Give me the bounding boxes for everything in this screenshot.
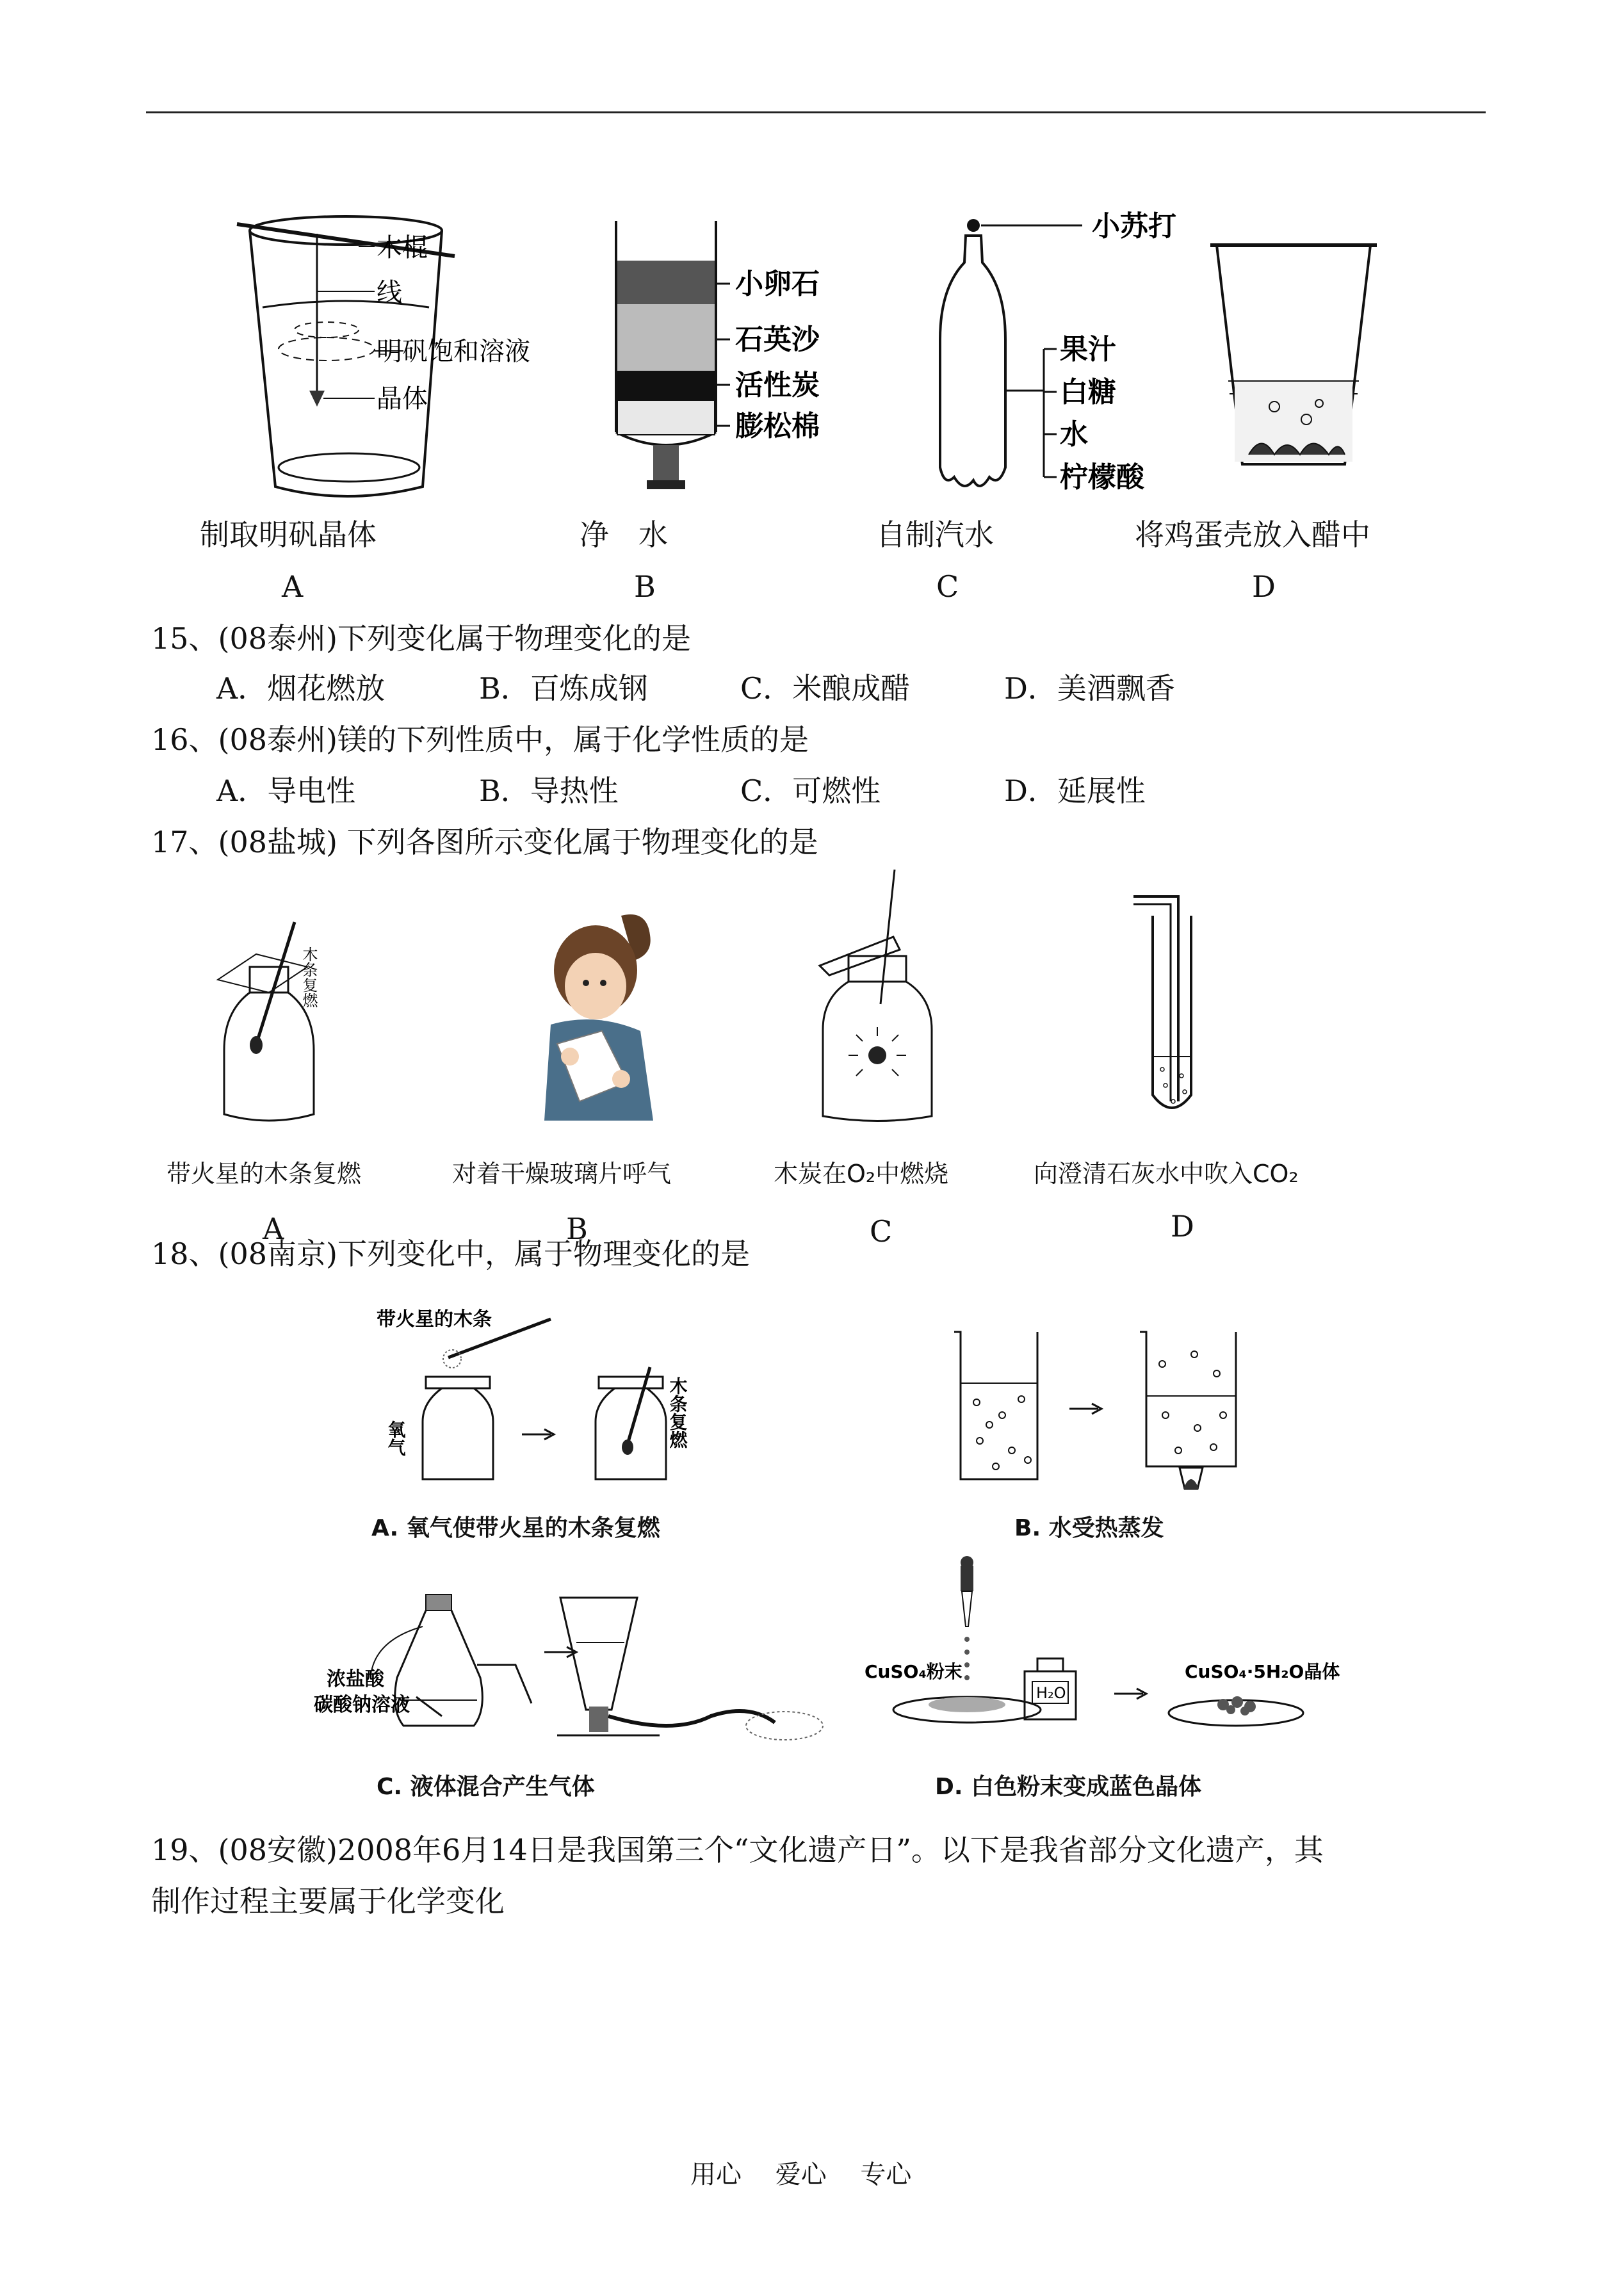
q19-line-2: 制作过程主要属于化学变化 xyxy=(151,1884,505,1918)
q18-caption-d: D. 白色粉末变成蓝色晶体 xyxy=(935,1774,1202,1800)
q19-line-1: 19、(08安徽)2008年6月14日是我国第三个“文化遗产日”。以下是我省部分文化遗产，其 xyxy=(151,1833,1324,1867)
q17-stem: 17、(08盐城) 下列各图所示变化属于物理变化的是 xyxy=(151,825,818,859)
label-water: 水 xyxy=(1060,418,1088,451)
figure-q18-liquid-mixing xyxy=(314,1588,890,1761)
label-thread: 线 xyxy=(377,278,402,307)
label-alum-solution: 明矾饱和溶液 xyxy=(377,337,530,366)
q18-d-bottle-label: H₂O xyxy=(1036,1684,1066,1702)
fig14-letter-b: B xyxy=(634,569,656,604)
fig14-letter-d: D xyxy=(1252,569,1276,604)
q15-stem: 15、(08泰州)下列变化属于物理变化的是 xyxy=(151,621,691,656)
figure-q17-girl-breathing xyxy=(525,909,692,1127)
label-juice: 果汁 xyxy=(1060,333,1116,366)
q17-caption-d: 向澄清石灰水中吹入CO₂ xyxy=(1034,1160,1299,1188)
fig14-caption-a: 制取明矾晶体 xyxy=(200,517,377,552)
q16-option-d: D．延展性 xyxy=(1004,774,1146,808)
label-citric-acid: 柠檬酸 xyxy=(1060,461,1144,494)
q17-letter-c: C xyxy=(870,1214,893,1249)
q15-option-d: D．美酒飘香 xyxy=(1004,671,1175,706)
label-activated-carbon: 活性炭 xyxy=(735,369,820,401)
q18-c-label-sodium-carbonate: 碳酸钠溶液 xyxy=(314,1694,410,1716)
q16-stem: 16、(08泰州)镁的下列性质中，属于化学性质的是 xyxy=(151,722,809,757)
fig14-letter-a: A xyxy=(282,569,304,604)
q17-letter-a: A xyxy=(263,1212,284,1246)
q17-letter-b: B xyxy=(566,1212,588,1246)
q18-stem: 18、(08南京)下列变化中，属于物理变化的是 xyxy=(151,1237,750,1271)
q15-option-a: A．烟花燃放 xyxy=(216,671,386,706)
fig14-letter-c: C xyxy=(936,569,959,604)
label-quartz-sand: 石英沙 xyxy=(735,323,820,356)
q16-option-b: B．导热性 xyxy=(479,774,619,808)
q18-caption-c: C. 液体混合产生气体 xyxy=(377,1774,595,1800)
figure-q18-copper-sulfate xyxy=(858,1556,1370,1767)
q17-caption-b: 对着干燥玻璃片呼气 xyxy=(452,1160,672,1188)
figure-q17-splint xyxy=(211,922,352,1133)
q18-c-label-hcl: 浓盐酸 xyxy=(327,1668,384,1691)
figure-alum-crystal xyxy=(237,211,621,506)
label-wooden-stick: 木棍 xyxy=(377,233,428,263)
q18-d-left-label: CuSO₄粉末 xyxy=(865,1661,962,1682)
q15-option-b: B．百炼成钢 xyxy=(479,671,648,706)
page-footer: 用心 爱心 专心 xyxy=(690,2160,912,2189)
label-baking-soda: 小苏打 xyxy=(1092,210,1176,243)
q18-a-right-label: 木条复燃 xyxy=(667,1377,688,1448)
fig14-caption-b: 净 水 xyxy=(580,517,668,552)
q17-caption-c: 木炭在O₂中燃烧 xyxy=(774,1160,949,1188)
q17-letter-d: D xyxy=(1171,1209,1194,1244)
q18-a-top-label: 带火星的木条 xyxy=(377,1308,492,1331)
label-pebbles: 小卵石 xyxy=(735,268,820,300)
q18-caption-b: B. 水受热蒸发 xyxy=(1014,1515,1164,1541)
figure-q17-lime-water xyxy=(1127,890,1230,1121)
figure-homemade-soda xyxy=(929,211,1249,512)
figure-q17-charcoal xyxy=(810,870,951,1126)
q15-option-c: C．米酿成醋 xyxy=(740,671,911,706)
label-crystal: 晶体 xyxy=(377,384,428,414)
q16-option-a: A．导电性 xyxy=(216,774,356,808)
figure-water-filter xyxy=(602,221,871,503)
header-rule xyxy=(146,111,1486,113)
q16-option-c: C．可燃性 xyxy=(740,774,881,808)
label-cotton: 膨松棉 xyxy=(735,410,820,442)
figure-eggshell-vinegar xyxy=(1210,240,1390,471)
figure-q18-oxygen-splint xyxy=(359,1306,717,1498)
q18-caption-a: A. 氧气使带火星的木条复燃 xyxy=(371,1515,660,1541)
fig14-caption-d: 将鸡蛋壳放入醋中 xyxy=(1135,517,1370,552)
q17-caption-a: 带火星的木条复燃 xyxy=(166,1160,362,1188)
q17-splint-label: 木条复燃 xyxy=(300,946,318,1008)
label-sugar: 白糖 xyxy=(1060,376,1116,409)
q18-d-right-label: CuSO₄·5H₂O晶体 xyxy=(1185,1661,1340,1682)
fig14-caption-c: 自制汽水 xyxy=(876,517,994,552)
q18-a-left-label: 氧气 xyxy=(385,1420,407,1456)
figure-q18-water-evaporation xyxy=(941,1326,1300,1498)
